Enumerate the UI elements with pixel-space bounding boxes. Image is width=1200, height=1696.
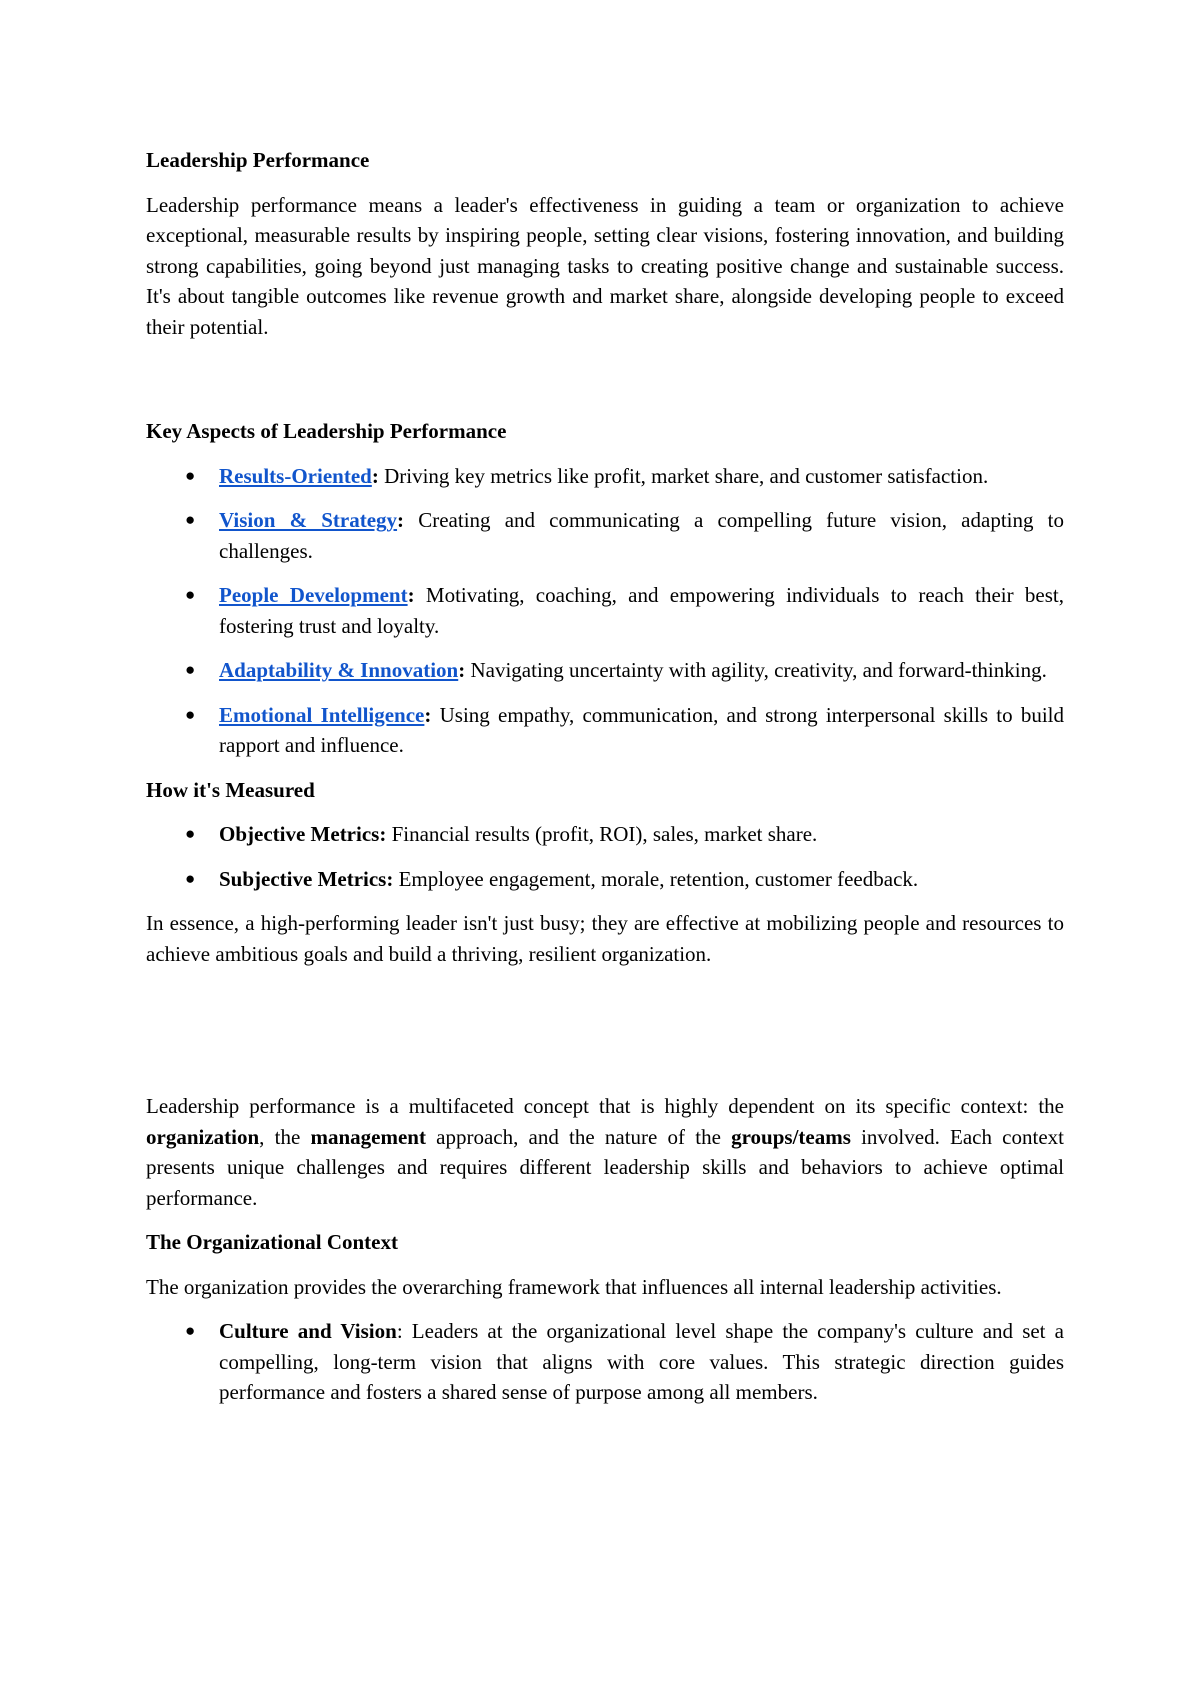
bullet-icon: ● xyxy=(185,868,196,888)
context-text: approach, and the nature of the xyxy=(425,1124,732,1149)
org-context-list xyxy=(146,1316,1064,1408)
term-colon: : xyxy=(407,583,415,607)
list-item xyxy=(146,655,1064,686)
bullet-icon: ● xyxy=(185,704,196,724)
bullet-icon: ● xyxy=(185,824,196,843)
term-colon: : xyxy=(371,463,379,488)
list-item-text: : Leaders at the organizational level shape the company's culture and set a compelling, long-term vision that aligns with core values. This strategic direction guides performance and fosters a shared sense of purpose among all members. xyxy=(219,1319,1064,1404)
context-text: , the xyxy=(259,1124,311,1149)
context-text: involved. Each context presents unique challenges and requires different leadership skills and behaviors to achieve optimal performance. xyxy=(146,1124,1064,1210)
list-item xyxy=(146,580,1064,641)
list-item xyxy=(146,864,1064,895)
spacer xyxy=(146,983,1064,1091)
bullet-icon: ● xyxy=(185,1321,196,1340)
term-colon: : xyxy=(397,508,405,532)
measured-list xyxy=(146,819,1064,894)
spacer xyxy=(146,356,1064,416)
link-results-oriented[interactable]: Results-Oriented xyxy=(219,463,372,488)
intro-paragraph: Leadership performance means a leader's effectiveness in guiding a team or organization to achieve exceptional, measurable results by inspiring people, setting clear visions, fostering innovation, and building strong capabilities, going beyond just managing tasks to creating positive change and sustainable success. It's about tangible outcomes like revenue growth and market share, alongside developing people to exceed their potential. xyxy=(146,192,1064,339)
bullet-icon: ● xyxy=(185,585,196,604)
org-context-intro: The organization provides the overarching framework that influences all internal leadership activities. xyxy=(146,1274,1002,1299)
section-title-how-measured: How it's Measured xyxy=(146,777,315,802)
list-item xyxy=(146,461,1064,492)
list-item-text: Motivating, coaching, and empowering individuals to reach their best, fostering trust and loyalty. xyxy=(219,583,1064,638)
list-item-term: Culture and Vision xyxy=(219,1319,397,1343)
list-item-term: Subjective Metrics: xyxy=(219,866,394,891)
list-item xyxy=(146,505,1064,566)
context-paragraph xyxy=(146,1091,1064,1213)
key-aspects-list xyxy=(146,461,1064,761)
bullet-icon: ● xyxy=(185,660,196,679)
section-title-leadership-performance: Leadership Performance xyxy=(146,148,370,172)
bullet-icon: ● xyxy=(185,465,196,485)
link-emotional-intelligence[interactable]: Emotional Intelligence xyxy=(219,702,425,727)
context-text: Leadership performance is a multifaceted concept that is highly dependent on its specific context: the xyxy=(146,1094,1064,1118)
document-body xyxy=(146,145,1064,1422)
list-item xyxy=(146,1316,1064,1408)
link-people-development[interactable]: People Development xyxy=(219,583,408,607)
section-title-organizational-context: The Organizational Context xyxy=(146,1230,398,1254)
summary-paragraph: In essence, a high-performing leader isn't just busy; they are effective at mobilizing people and resources to achieve ambitious goals and build a thriving, resilient organization. xyxy=(146,911,1064,966)
list-item-text: Navigating uncertainty with agility, creativity, and forward-thinking. xyxy=(465,658,1047,682)
list-item-term: Objective Metrics: xyxy=(219,822,387,846)
list-item-text: Financial results (profit, ROI), sales, market share. xyxy=(386,822,818,846)
term-colon: : xyxy=(458,658,466,682)
list-item xyxy=(146,700,1064,761)
context-bold-groups-teams: groups/teams xyxy=(731,1124,851,1149)
link-adaptability-innovation[interactable]: Adaptability & Innovation xyxy=(219,658,459,682)
list-item-text: Using empathy, communication, and strong interpersonal skills to build rapport and influence. xyxy=(219,702,1064,757)
context-bold-organization: organization xyxy=(146,1124,260,1149)
link-vision-strategy[interactable]: Vision & Strategy xyxy=(219,508,398,532)
list-item-text: Employee engagement, morale, retention, customer feedback. xyxy=(393,866,919,891)
context-bold-management: management xyxy=(310,1124,426,1149)
section-title-key-aspects: Key Aspects of Leadership Performance xyxy=(146,419,507,443)
list-item-text: Creating and communicating a compelling future vision, adapting to challenges. xyxy=(219,508,1064,563)
list-item-text: Driving key metrics like profit, market share, and customer satisfaction. xyxy=(378,463,989,488)
term-colon: : xyxy=(424,702,432,727)
bullet-icon: ● xyxy=(185,510,196,529)
list-item xyxy=(146,819,1064,850)
